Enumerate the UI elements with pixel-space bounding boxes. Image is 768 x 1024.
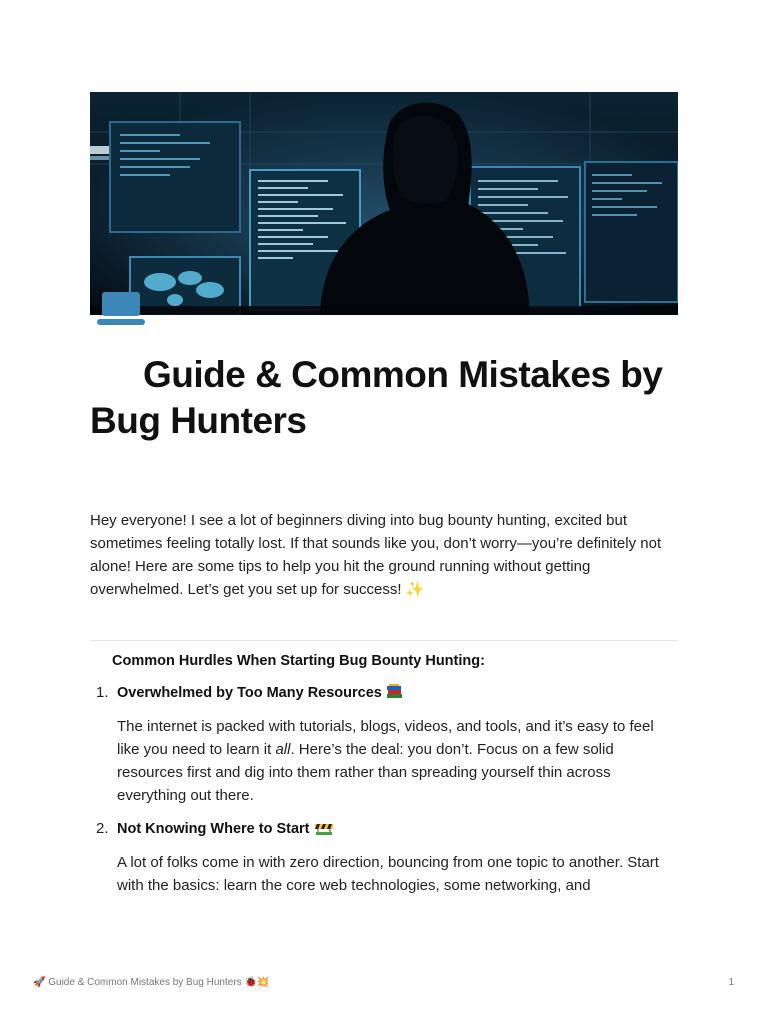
list-item-title-text: Overwhelmed by Too Many Resources [117, 685, 382, 701]
list-item-number: 1. [96, 684, 109, 701]
list-item-body-text: The internet is packed with tutorials, blogs, videos, and tools, and it’s easy to feel like you need to learn it [117, 718, 654, 758]
list-item-body: A lot of folks come in with zero direction, bouncing from one topic to another. Start with the basics: learn the core web technologies, some networking, and [117, 854, 659, 894]
list-item-title [117, 683, 680, 705]
hurdles-list [90, 683, 680, 897]
intro-paragraph [90, 509, 680, 601]
intro-text: Hey everyone! I see a lot of beginners diving into bug bounty hunting, excited but sometimes feeling totally lost. If that sounds like you, don’t worry—you’re definitely not alone! Here are some tips to help you hit the ground running without getting overwhelmed. Let’s get you set up for success! [90, 512, 662, 598]
books-icon [386, 684, 403, 705]
footer-title [33, 976, 269, 990]
list-item-title [117, 819, 680, 841]
sparkles-icon: ✨ [405, 581, 425, 598]
bug-icon: 🐞💥 [244, 977, 270, 988]
hooded-hacker-image [90, 92, 678, 315]
list-item-body-text: . Here’s the deal: you don’t. Focus on a few solid resources first and dig into them rather than spreading yourself thin across everything out there. [117, 741, 614, 804]
laptop-icon [96, 292, 146, 328]
construction-icon [314, 821, 334, 841]
page-title: Guide & Common Mistakes by Bug Hunters [90, 354, 663, 441]
list-item [90, 819, 680, 897]
list-item-title-text: Not Knowing Where to Start [117, 821, 310, 837]
list-item [90, 683, 680, 807]
divider [90, 640, 678, 641]
section-heading: Common Hurdles When Starting Bug Bounty Hunting: [112, 653, 485, 669]
list-item-number: 2. [96, 820, 109, 837]
cover-image [90, 92, 678, 315]
list-item-body-emphasis: all [275, 741, 291, 758]
page-number: 1 [728, 977, 734, 988]
rocket-icon: 🚀 [33, 977, 46, 988]
footer-title-text: Guide & Common Mistakes by Bug Hunters [48, 977, 242, 988]
list-item-body [117, 715, 680, 807]
